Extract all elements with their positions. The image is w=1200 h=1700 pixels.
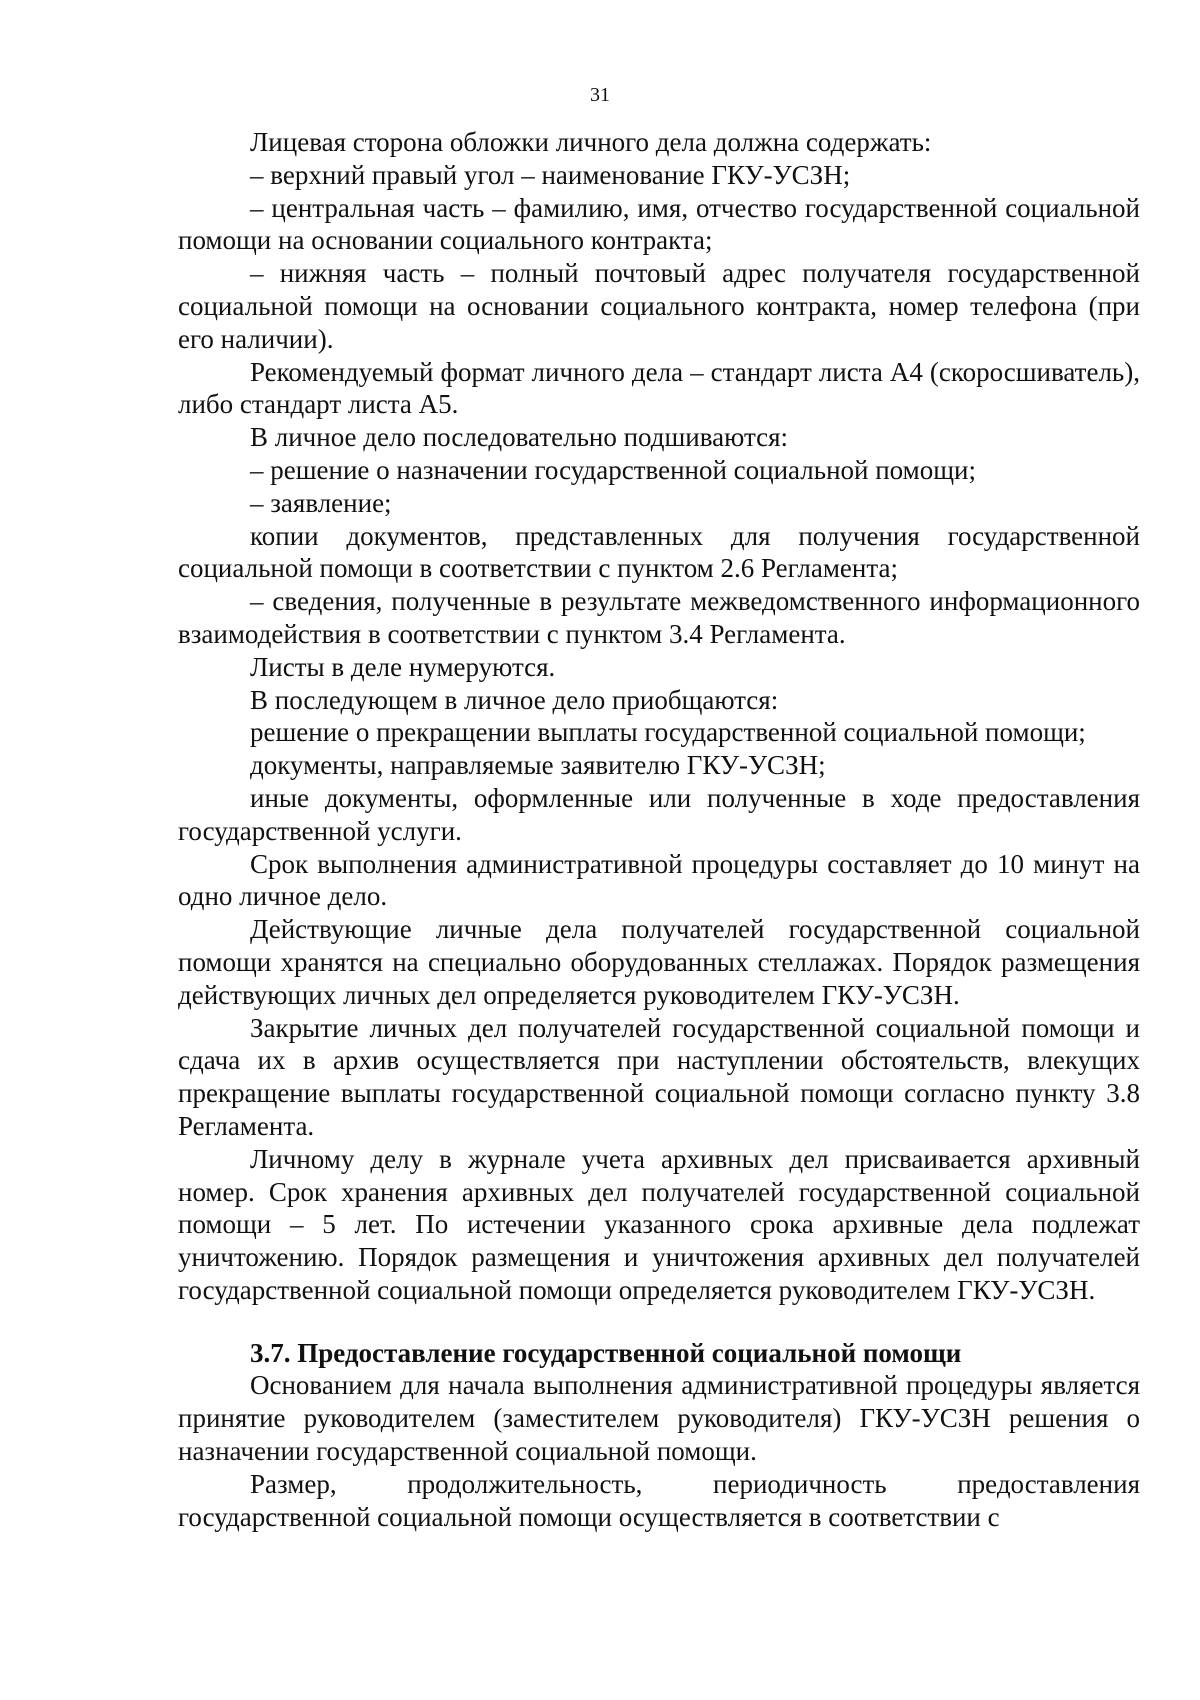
document-body <box>178 126 1140 1533</box>
list-item: иные документы, оформленные или полученные в ходе предоставления государственной услуги. <box>178 782 1140 846</box>
list-item: – сведения, полученные в результате межведомственного информационного взаимодействия в соответствии с пунктом 3.4 Регламента. <box>178 586 1140 649</box>
list-item: решение о прекращении выплаты государственной социальной помощи; <box>250 717 1086 748</box>
paragraph: Срок выполнения административной процедуры составляет до 10 минут на одно личное дело. <box>178 848 1140 912</box>
paragraph: Размер, продолжительность, периодичность предоставления государственной социальной помощи осуществляется в соответствии с <box>178 1468 1140 1532</box>
list-item: документы, направляемые заявителю ГКУ-УСЗН; <box>250 750 826 781</box>
list-item: копии документов, представленных для получения государственной социальной помощи в соответствии с пунктом 2.6 Регламента; <box>178 520 1140 584</box>
list-item: – центральная часть – фамилию, имя, отчество государственной социальной помощи на основании социального контракта; <box>178 192 1140 256</box>
paragraph: В личное дело последовательно подшиваются: <box>250 422 788 453</box>
paragraph: Листы в деле нумеруются. <box>250 651 556 682</box>
list-item: – заявление; <box>250 487 392 518</box>
paragraph: Рекомендуемый формат личного дела – стандарт листа А4 (скоросшиватель), либо стандарт листа А5. <box>178 356 1140 420</box>
paragraph: Личному делу в журнале учета архивных дел присваивается архивный номер. Срок хранения архивных дел получателей государственной социальной помощи – 5 лет. По истечении указанного срока архивные дела подлежат уничтожению. Порядок размещения и уничтожения архивных дел получателей государственной социальной помощи определяется руководителем ГКУ-УСЗН. <box>178 1143 1140 1305</box>
paragraph: Закрытие личных дел получателей государственной социальной помощи и сдача их в архив осуществляется при наступлении обстоятельств, влекущих прекращение выплаты государственной социальной помощи согласно пункту 3.8 Регламента. <box>178 1012 1140 1141</box>
paragraph: Основанием для начала выполнения административной процедуры является принятие руководителем (заместителем руководителя) ГКУ-УСЗН решения о назначении государственной социальной помощи. <box>178 1370 1140 1467</box>
list-item: – решение о назначении государственной социальной помощи; <box>250 454 976 485</box>
paragraph: Действующие личные дела получателей государственной социальной помощи хранятся на специально оборудованных стеллажах. Порядок размещения действующих личных дел определяется руководителем ГКУ-УСЗН. <box>178 914 1140 1010</box>
section-heading: 3.7. Предоставление государственной социальной помощи <box>250 1337 962 1368</box>
list-item: – верхний правый угол – наименование ГКУ-УСЗН; <box>250 159 851 190</box>
page-number: 31 <box>590 84 610 106</box>
paragraph: В последующем в личное дело приобщаются: <box>250 684 779 715</box>
list-item: – нижняя часть – полный почтовый адрес получателя государственной социальной помощи на основании социального контракта, номер телефона (при его наличии). <box>178 258 1140 354</box>
paragraph: Лицевая сторона обложки личного дела должна содержать: <box>250 127 932 157</box>
